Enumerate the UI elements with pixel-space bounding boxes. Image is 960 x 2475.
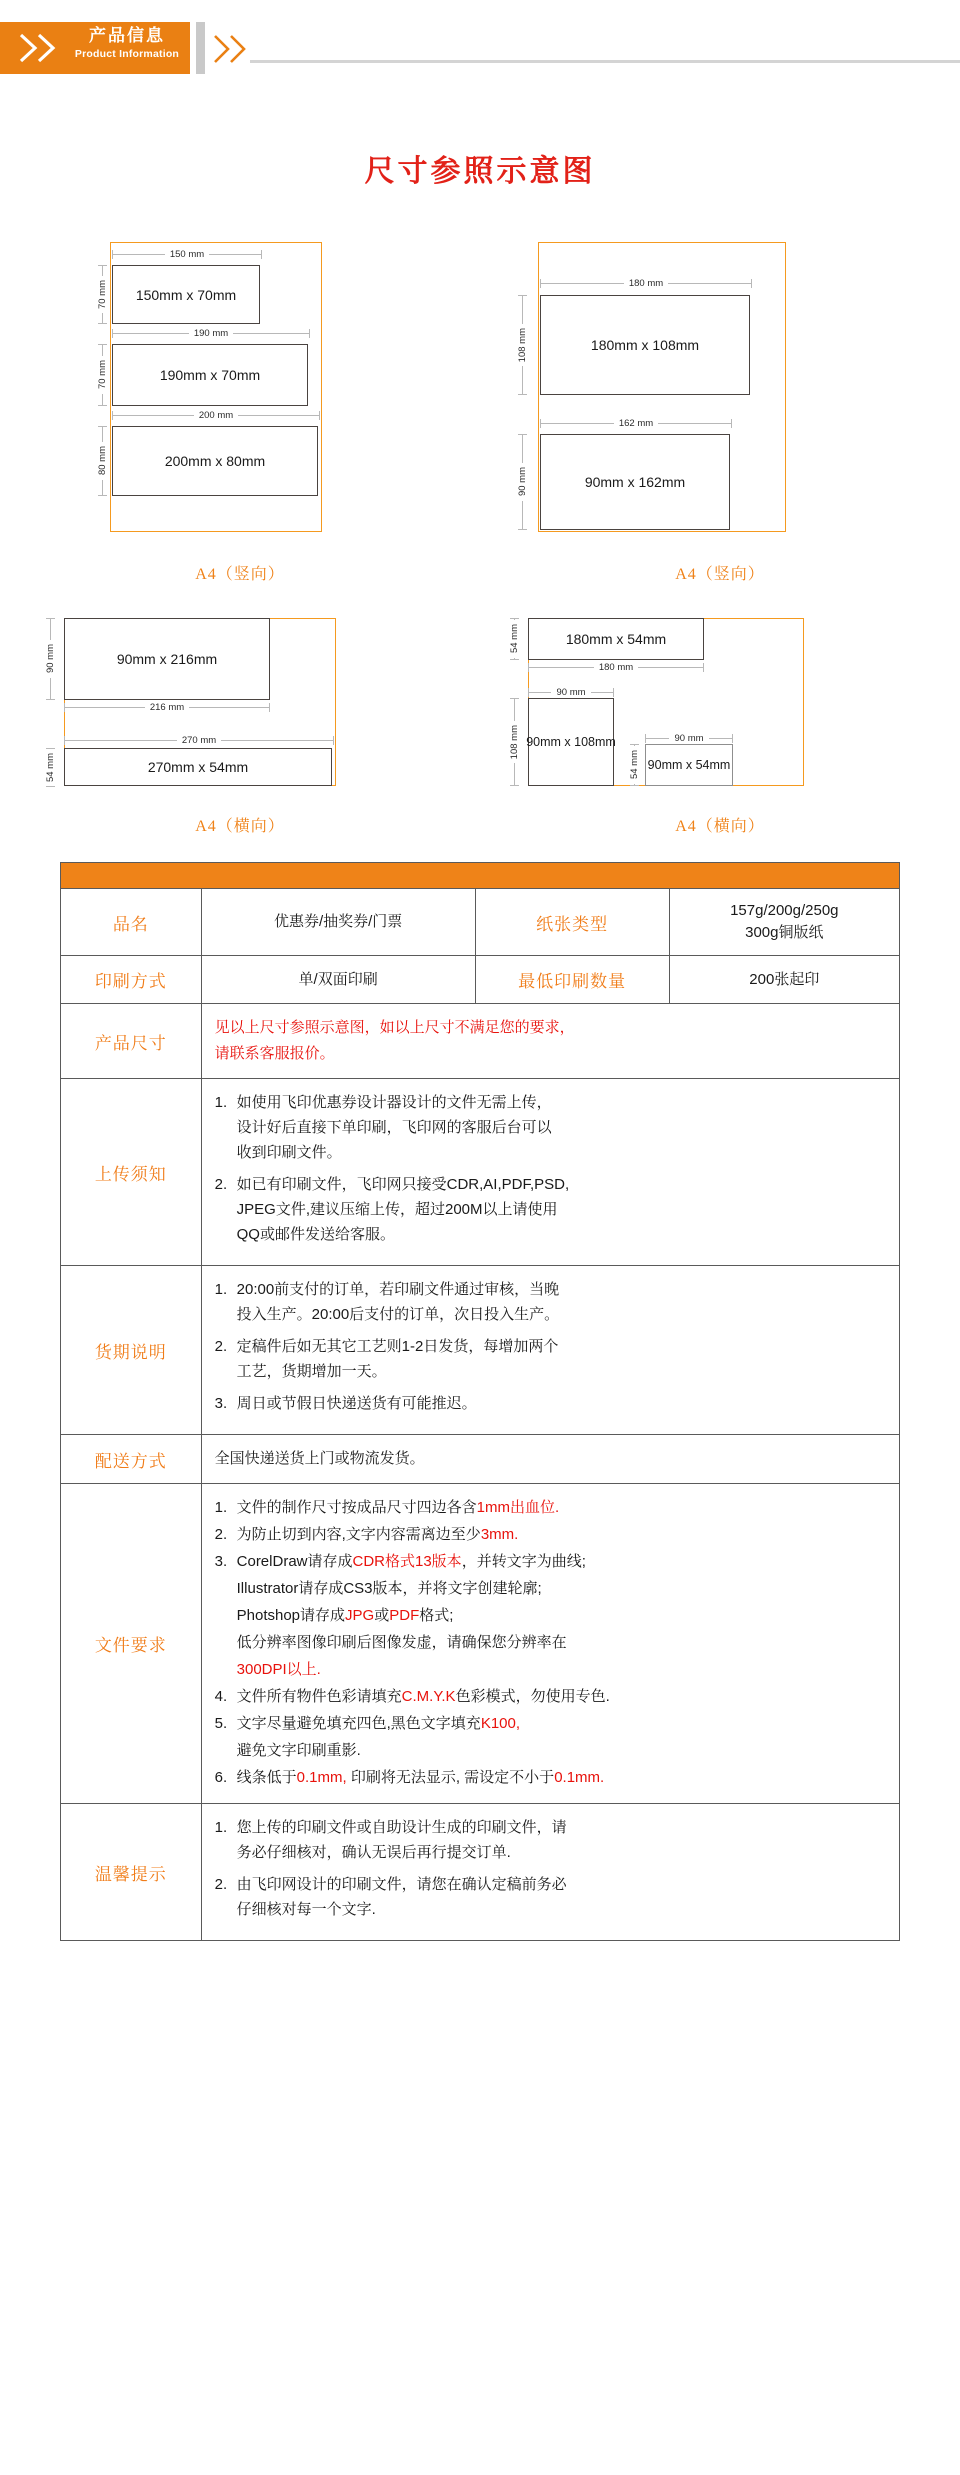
list-item-text: ，并转文字为曲线; [461, 1553, 586, 1570]
label-upload-notice: 上传须知 [61, 1079, 202, 1266]
diagram-a4-landscape-2 [480, 606, 960, 836]
list-item-text: Illustrator请存成CS3版本，并将文字创建轮廓; [236, 1580, 542, 1597]
list-item [215, 1738, 886, 1763]
list-item [215, 1391, 886, 1416]
list-item-text: K100, [480, 1715, 521, 1732]
list-item [215, 1630, 886, 1655]
dim-height-6: 90 mm [44, 618, 57, 700]
list-item-number: 1. [214, 1819, 228, 1836]
product-size-line-2: 请联系客服报价。 [214, 1045, 335, 1062]
value-tips [201, 1804, 899, 1941]
table-row-product-size [61, 1004, 900, 1079]
value-min-quantity: 200张起印 [669, 956, 899, 1004]
list-item [215, 1711, 886, 1736]
page-header [0, 0, 960, 92]
size-rect-270x54: 270mm x 54mm [64, 748, 332, 786]
list-item [215, 1576, 886, 1601]
dim-width-4: 180 mm [540, 277, 752, 290]
value-product-size [201, 1004, 899, 1079]
list-item-text: 为防止切到内容,文字内容需离边至少 [236, 1526, 481, 1543]
product-spec-table [60, 862, 900, 1941]
product-spec-table-wrapper [60, 862, 900, 1941]
diagram-a4-portrait-1 [0, 224, 480, 584]
list-item-number: 1. [214, 1094, 228, 1111]
label-product-size: 产品尺寸 [61, 1004, 202, 1079]
dim-height-5: 90 mm [516, 434, 529, 530]
list-item-line: JPEG文件,建议压缩上传，超过200M以上请使用 [236, 1201, 558, 1218]
list-item [215, 1657, 886, 1682]
list-item-line: 仔细核对每一个文字. [236, 1901, 376, 1918]
list-item-line: 工艺，货期增加一天。 [236, 1363, 387, 1380]
double-chevron-right-white-icon [18, 32, 60, 64]
header-title-cn: 产品信息 [89, 26, 165, 45]
list-item-number: 1. [214, 1499, 228, 1516]
dim-width-3: 200 mm [112, 409, 320, 422]
size-rect-150x70: 150mm x 70mm [112, 265, 260, 324]
value-paper-type [669, 889, 899, 956]
file-requirements-list [215, 1495, 886, 1790]
list-item [215, 1522, 886, 1547]
list-item-number: 2. [214, 1876, 228, 1893]
value-upload-notice [201, 1079, 899, 1266]
list-item-line: 投入生产。20:00后支付的订单，次日投入生产。 [236, 1306, 560, 1323]
list-item-line: 周日或节假日快递送货有可能推迟。 [236, 1395, 477, 1412]
dim-width-5: 162 mm [540, 417, 732, 430]
table-row-product-name [61, 889, 900, 956]
list-item-line: 定稿件后如无其它工艺则1-2日发货，每增加两个 [236, 1338, 559, 1355]
list-item-text: PDF [389, 1607, 420, 1624]
list-item [215, 1495, 886, 1520]
table-row-delivery-time [61, 1266, 900, 1435]
list-item-text: 低分辨率图像印刷后图像发虚，请确保您分辨率在 [236, 1634, 567, 1651]
list-item-number: 3. [214, 1553, 228, 1570]
dim-height-1: 70 mm [96, 265, 109, 324]
list-item [215, 1549, 886, 1574]
value-delivery-time [201, 1266, 899, 1435]
list-item [215, 1172, 886, 1247]
list-item [215, 1815, 886, 1865]
label-print-method: 印刷方式 [61, 956, 202, 1004]
paper-type-line-1: 157g/200g/250g [730, 902, 839, 919]
header-gray-divider [196, 22, 205, 74]
value-product-name: 优惠券/抽奖券/门票 [201, 889, 475, 956]
header-title-group [66, 25, 188, 61]
dim-width-10: 90 mm [645, 732, 733, 745]
list-item-text: JPG [345, 1607, 375, 1624]
list-item-text: 文件的制作尺寸按成品尺寸四边各含 [236, 1499, 477, 1516]
value-print-method: 单/双面印刷 [201, 956, 475, 1004]
size-rect-90x216: 90mm x 216mm [64, 618, 270, 700]
dim-height-8: 54 mm [508, 618, 521, 660]
table-header-band-row [61, 863, 900, 889]
list-item-text: 色彩模式，勿使用专色. [455, 1688, 610, 1705]
header-title-en: Product Information [74, 48, 180, 60]
size-rect-190x70: 190mm x 70mm [112, 344, 308, 406]
list-item-number: 6. [214, 1769, 228, 1786]
list-item-text: C.M.Y.K [401, 1688, 456, 1705]
list-item-line: 如已有印刷文件，飞印网只接受CDR,AI,PDF,PSD, [236, 1176, 570, 1193]
table-row-shipping [61, 1435, 900, 1484]
label-paper-type: 纸张类型 [475, 889, 669, 956]
list-item [215, 1684, 886, 1709]
label-min-quantity: 最低印刷数量 [475, 956, 669, 1004]
dim-height-7: 54 mm [44, 748, 57, 786]
paper-type-line-2: 300g铜版纸 [745, 924, 824, 941]
list-item [215, 1090, 886, 1165]
table-row-print-method [61, 956, 900, 1004]
dim-width-1: 150 mm [112, 248, 262, 261]
product-size-line-1: 见以上尺寸参照示意图，如以上尺寸不满足您的要求， [214, 1019, 575, 1036]
list-item [215, 1277, 886, 1327]
dim-height-4: 108 mm [516, 295, 529, 395]
label-file-requirements: 文件要求 [61, 1484, 202, 1804]
list-item-text: 避免文字印刷重影. [236, 1742, 361, 1759]
list-item [215, 1872, 886, 1922]
list-item-line: 由飞印网设计的印刷文件，请您在确认定稿前务必 [236, 1876, 567, 1893]
value-shipping: 全国快递送货上门或物流发货。 [201, 1435, 899, 1484]
list-item-line: 如使用飞印优惠券设计器设计的文件无需上传， [236, 1094, 552, 1111]
size-rect-90x162: 90mm x 162mm [540, 434, 730, 530]
list-item [215, 1334, 886, 1384]
list-item-number: 4. [214, 1688, 228, 1705]
list-item-text: 1mm出血位. [476, 1499, 560, 1516]
diagram-row-2 [0, 606, 960, 836]
dim-width-7: 270 mm [64, 734, 334, 747]
list-item-text: 或 [374, 1607, 390, 1624]
list-item-text: 0.1mm. [554, 1769, 605, 1786]
header-rule [250, 60, 960, 63]
list-item-number: 2. [214, 1338, 228, 1355]
list-item-line: 20:00前支付的订单，若印刷文件通过审核，当晚 [236, 1281, 560, 1298]
label-product-name: 品名 [61, 889, 202, 956]
list-item-text: 印刷将无法显示, 需设定不小于 [346, 1769, 555, 1786]
diagram-a4-portrait-2 [480, 224, 960, 584]
list-item-number: 1. [214, 1281, 228, 1298]
size-rect-200x80: 200mm x 80mm [112, 426, 318, 496]
list-item-line: 务必仔细核对，确认无误后再行提交订单. [236, 1844, 511, 1861]
delivery-time-list [215, 1277, 886, 1416]
size-rect-180x108: 180mm x 108mm [540, 295, 750, 395]
diagram-caption-4: A4（横向） [675, 818, 765, 835]
list-item-text: 0.1mm, [296, 1769, 347, 1786]
table-row-upload-notice [61, 1079, 900, 1266]
list-item-text: CorelDraw请存成 [236, 1553, 353, 1570]
list-item-text: 线条低于 [236, 1769, 297, 1786]
label-tips: 温馨提示 [61, 1804, 202, 1941]
dim-width-2: 190 mm [112, 327, 310, 340]
list-item-number: 2. [214, 1176, 228, 1193]
value-file-requirements [201, 1484, 899, 1804]
dim-height-10: 54 mm [628, 744, 641, 786]
diagram-caption-2: A4（竖向） [675, 566, 765, 583]
list-item-text: CDR格式13版本 [352, 1553, 462, 1570]
dim-height-3: 80 mm [96, 426, 109, 496]
dim-width-6: 216 mm [64, 701, 270, 714]
size-rect-90x54: 90mm x 54mm [645, 744, 733, 786]
list-item-text: 300DPI以上. [236, 1661, 321, 1678]
list-item-text: 文字尽量避免填充四色,黑色文字填充 [236, 1715, 481, 1732]
dim-width-9: 90 mm [528, 686, 614, 699]
list-item-number: 5. [214, 1715, 228, 1732]
page-title: 尺寸参照示意图 [364, 155, 596, 188]
dim-width-8: 180 mm [528, 661, 704, 674]
label-shipping: 配送方式 [61, 1435, 202, 1484]
diagram-caption-1: A4（竖向） [195, 566, 285, 583]
diagram-row-1 [0, 224, 960, 584]
list-item [215, 1765, 886, 1790]
list-item-line: 收到印刷文件。 [236, 1144, 342, 1161]
table-row-file-requirements [61, 1484, 900, 1804]
table-header-band [61, 863, 900, 889]
dim-height-9: 108 mm [508, 698, 521, 786]
list-item-line: QQ或邮件发送给客服。 [236, 1226, 395, 1243]
double-chevron-right-orange-icon [212, 34, 254, 64]
list-item [215, 1603, 886, 1628]
tips-list [215, 1815, 886, 1922]
diagram-caption-3: A4（横向） [195, 818, 285, 835]
label-delivery-time: 货期说明 [61, 1266, 202, 1435]
list-item-number: 3. [214, 1395, 228, 1412]
dim-height-2: 70 mm [96, 344, 109, 406]
table-row-tips [61, 1804, 900, 1941]
upload-notice-list [215, 1090, 886, 1247]
list-item-text: 文件所有物件色彩请填充 [236, 1688, 402, 1705]
list-item-line: 您上传的印刷文件或自助设计生成的印刷文件，请 [236, 1819, 567, 1836]
list-item-number: 2. [214, 1526, 228, 1543]
list-item-line: 设计好后直接下单印刷，飞印网的客服后台可以 [236, 1119, 552, 1136]
list-item-text: 3mm. [480, 1526, 519, 1543]
list-item-text: Photshop请存成 [236, 1607, 346, 1624]
list-item-text: 格式; [419, 1607, 454, 1624]
size-rect-90x108: 90mm x 108mm [528, 698, 614, 786]
size-rect-180x54: 180mm x 54mm [528, 618, 704, 660]
size-reference-diagrams [0, 224, 960, 836]
diagram-a4-landscape-1 [0, 606, 480, 836]
